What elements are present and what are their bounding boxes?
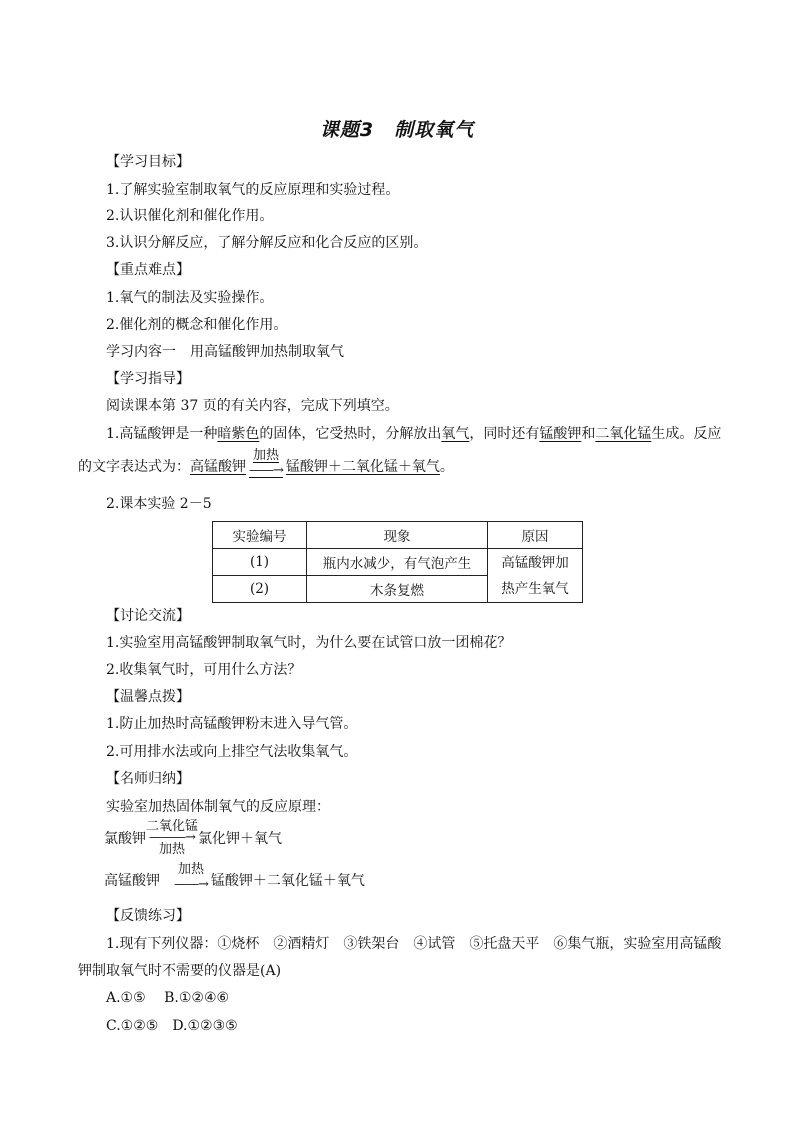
table-row — [213, 549, 583, 576]
goal-item-2: 2.认识催化剂和催化作用。 — [106, 208, 274, 224]
table-header-cell: 实验编号 — [213, 522, 307, 549]
question-1-line-1: 1.高锰酸钾是一种暗紫色的固体，它受热时，分解放出氧气，同时还有锰酸钾和二氧化锰生成。反应 — [106, 426, 722, 442]
tip-item-1: 1.防止加热时高锰酸钾粉末进入导气管。 — [106, 716, 358, 732]
practice-options-row-1: A.①⑤ B.①②④⑥ — [106, 990, 230, 1006]
reaction-potassium-chlorate: 氯酸钾 二氧化锰 ———→ 加热 氯化钾＋氧气 — [104, 819, 283, 857]
table-header-cell: 原因 — [488, 522, 583, 549]
page-title: 课题3 制取氧气 — [319, 119, 475, 141]
answer-blank-product-1: 锰酸钾 — [539, 426, 582, 442]
key-point-item-2: 2.催化剂的概念和催化作用。 — [106, 317, 288, 333]
table-cell: (2) — [213, 576, 307, 603]
summary-intro: 实验室加热固体制氧气的反应原理： — [106, 799, 330, 815]
reaction-arrow: 二氧化锰 ———→ 加热 — [146, 819, 199, 857]
tips-heading: 【温馨点拨】 — [106, 689, 190, 705]
practice-heading: 【反馈练习】 — [106, 908, 190, 924]
key-point-item-1: 1.氧气的制法及实验操作。 — [106, 290, 274, 306]
practice-q1-line-2: 钾制取氧气时不需要的仪器是(A) — [78, 963, 282, 979]
discussion-item-1: 1.实验室用高锰酸钾制取氧气时，为什么要在试管口放一团棉花？ — [106, 635, 512, 651]
table-cell-reason: 高锰酸钾加 热产生氧气 — [488, 549, 583, 603]
table-header-row — [213, 522, 583, 549]
summary-heading: 【名师归纳】 — [106, 771, 190, 787]
question-2: 2.课本实验 2－5 — [106, 496, 212, 512]
question-1-equation: 的文字表达式为： 高锰酸钾 加热 ——→ 锰酸钾＋二氧化锰＋氧气 。 — [78, 448, 454, 478]
answer-blank-product-2: 二氧化锰 — [595, 426, 652, 442]
guidance-intro: 阅读课本第 37 页的有关内容，完成下列填空。 — [106, 398, 399, 414]
answer-blank-gas: 氧气 — [441, 426, 470, 442]
discussion-item-2: 2.收集氧气时，可用什么方法？ — [106, 662, 302, 678]
guidance-heading: 【学习指导】 — [106, 371, 190, 387]
answer-blank-color: 暗紫色 — [217, 426, 260, 442]
content-one-heading: 学习内容一 用高锰酸钾加热制取氧气 — [106, 344, 344, 360]
table-header-cell: 现象 — [307, 522, 488, 549]
reaction-arrow: 加热 ——→ — [174, 862, 208, 892]
table-cell: (1) — [213, 549, 307, 576]
key-points-heading: 【重点难点】 — [106, 262, 190, 278]
discussion-heading: 【讨论交流】 — [106, 608, 190, 624]
practice-q1-line-1: 1.现有下列仪器：①烧杯 ②酒精灯 ③铁架台 ④试管 ⑤托盘天平 ⑥集气瓶，实验室用高锰酸 — [106, 936, 722, 952]
practice-options-row-2: C.①②⑤ D.①②③⑤ — [106, 1018, 238, 1034]
table-cell: 瓶内水减少，有气泡产生 — [307, 549, 488, 576]
table-cell: 木条复燃 — [307, 576, 488, 603]
goals-heading: 【学习目标】 — [106, 154, 190, 170]
goal-item-3: 3.认识分解反应，了解分解反应和化合反应的区别。 — [106, 235, 428, 251]
goal-item-1: 1.了解实验室制取氧气的反应原理和实验过程。 — [106, 182, 400, 198]
reaction-potassium-permanganate: 高锰酸钾 加热 ——→ 锰酸钾＋二氧化锰＋氧气 — [104, 862, 365, 892]
tip-item-2: 2.可用排水法或向上排空气法收集氧气。 — [106, 744, 358, 760]
reaction-arrow: 加热 ——→ — [249, 448, 283, 478]
experiment-table — [212, 521, 583, 603]
